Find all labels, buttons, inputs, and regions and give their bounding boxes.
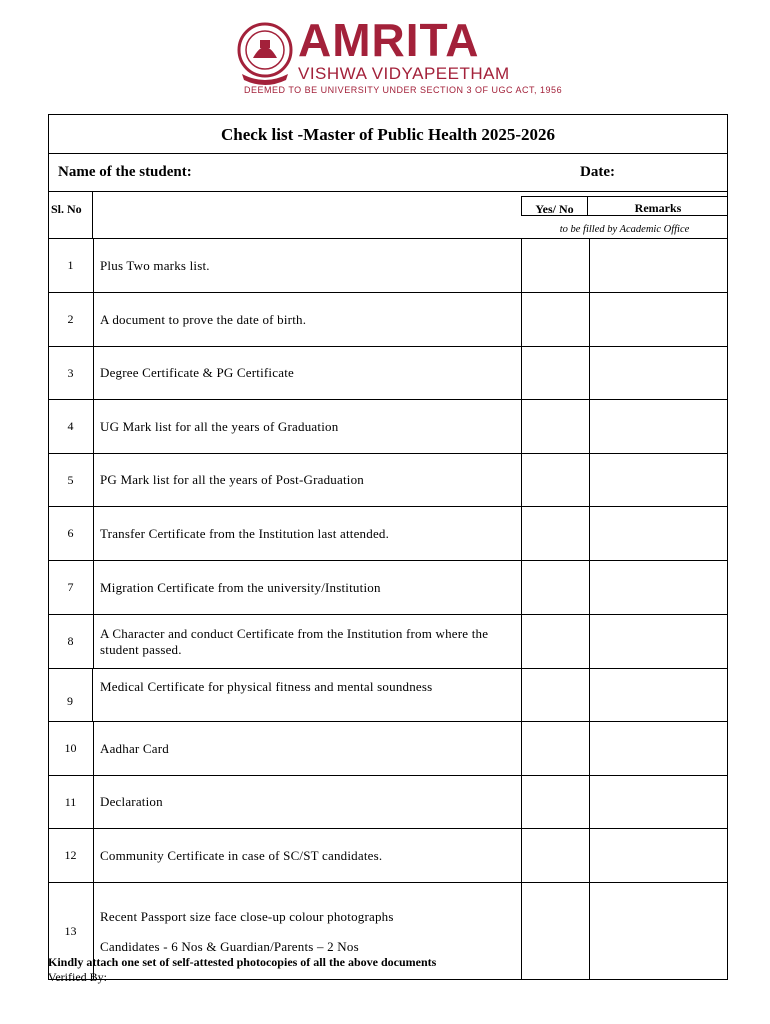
column-header-yesno: Yes/ No [521,196,588,216]
row-number: 1 [48,239,94,292]
column-header-sl: Sl. No [48,192,93,238]
yes-no-cell[interactable] [521,883,590,980]
row-document-line: Recent Passport size face close-up colour photographs [100,908,394,924]
form-title: Check list -Master of Public Health 2025-2026 [48,114,728,154]
name-date-row [48,154,728,192]
office-note: to be filled by Academic Office [559,224,690,235]
row-document-text: UG Mark list for all the years of Graduation [100,418,339,434]
yes-no-cell[interactable] [521,400,590,453]
table-row [48,399,728,453]
row-number: 12 [48,829,94,882]
yes-no-cell[interactable] [521,615,590,668]
yes-no-cell[interactable] [521,722,590,775]
row-document [100,669,520,721]
yes-no-cell[interactable] [521,239,590,292]
row-document [100,239,520,292]
table-row [48,614,728,668]
brand-tagline: DEEMED TO BE UNIVERSITY UNDER SECTION 3 OF UGC ACT, 1956 [244,85,563,95]
yes-no-cell[interactable] [521,293,590,346]
date-label: Date: [580,164,615,180]
table-row [48,238,728,292]
row-number: 2 [48,293,94,346]
row-document [100,347,520,399]
column-header-remarks: Remarks [588,196,728,216]
table-row [48,721,728,775]
row-document-text: Migration Certificate from the university/Institution [100,579,381,595]
row-document-text: Declaration [100,794,163,809]
yes-no-cell[interactable] [521,454,590,506]
row-document-text: Community Certificate in case of SC/ST candidates. [100,847,383,863]
table-row [48,828,728,882]
row-document-text: PG Mark list for all the years of Post-Graduation [100,472,364,487]
emblem-icon [236,22,294,88]
row-number: 10 [48,722,94,775]
row-number: 7 [48,561,94,614]
row-document-text: A Character and conduct Certificate from the Institution from where the student passed. [100,625,489,657]
yes-no-cell[interactable] [521,669,590,721]
row-number: 13 [48,883,94,980]
brand-subtitle: VISHWA VIDYAPEETHAM [298,64,510,83]
university-logo [236,14,563,98]
row-number: 11 [48,776,94,828]
row-document-line: Candidates - 6 Nos & Guardian/Parents – 2 Nos [100,938,359,954]
row-number: 5 [48,454,94,506]
row-document-text: Aadhar Card [100,740,169,756]
row-document-text: Medical Certificate for physical fitness and mental soundness [100,679,433,694]
row-number: 3 [48,347,94,399]
student-name-label: Name of the student: [58,164,192,180]
yes-no-cell[interactable] [521,561,590,614]
yes-no-cell[interactable] [521,507,590,560]
row-document-text: Transfer Certificate from the Institution last attended. [100,525,390,541]
row-document [100,722,520,775]
row-document-text: A document to prove the date of birth. [100,311,307,327]
yes-no-cell[interactable] [521,776,590,828]
row-document-text: Degree Certificate & PG Certificate [100,365,294,380]
yes-no-cell[interactable] [521,347,590,399]
row-document [100,829,520,882]
row-number: 9 [48,669,93,721]
yes-no-cell[interactable] [521,829,590,882]
table-row [48,453,728,506]
table-row [48,775,728,828]
row-document [100,615,520,668]
table-row [48,346,728,399]
table-row [48,506,728,560]
row-document-text: Plus Two marks list. [100,257,210,273]
verified-by-label: Verified By: [48,970,107,984]
table-row [48,560,728,614]
table-row [48,292,728,346]
row-document [100,776,520,828]
row-number: 6 [48,507,94,560]
attach-instruction: Kindly attach one set of self-attested photocopies of all the above documents [48,955,437,969]
row-document [100,454,520,506]
brand-name: AMRITA [298,14,480,66]
row-document [100,400,520,453]
row-document [100,293,520,346]
row-number: 4 [48,400,94,453]
row-document [100,561,520,614]
row-document [100,507,520,560]
row-number: 8 [48,615,94,668]
table-row [48,668,728,721]
